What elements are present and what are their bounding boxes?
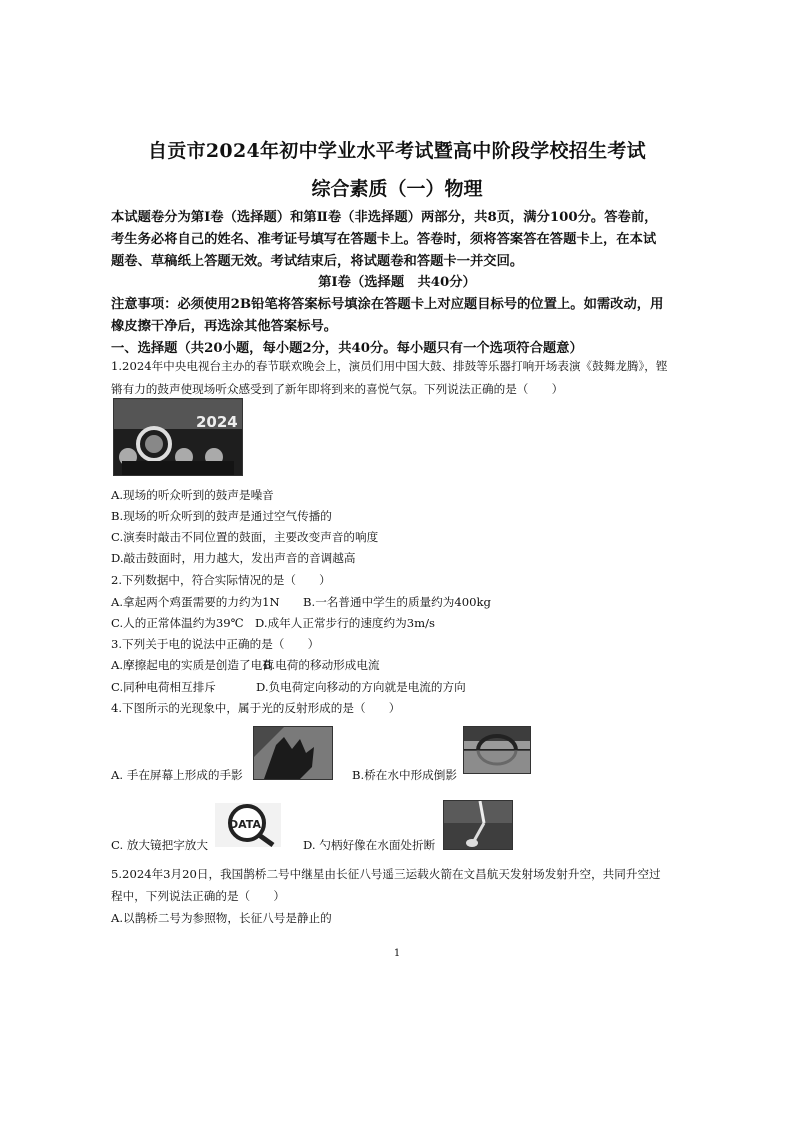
exam-title: 自贡市2024年初中学业水平考试暨高中阶段学校招生考试 — [148, 140, 646, 162]
q1-stem-line-2: 锵有力的鼓声使现场听众感受到了新年即将到来的喜悦气氛。下列说法正确的是（ ） — [111, 382, 564, 396]
q5-stem-line-2: 程中，下列说法正确的是（ ） — [111, 889, 285, 903]
q3-option-b: B.电荷的移动形成电流 — [263, 658, 380, 672]
q1-option-b: B.现场的听众听到的鼓声是通过空气传播的 — [111, 509, 332, 523]
q1-drum-performance-image — [113, 398, 243, 476]
q5-option-a: A.以鹊桥二号为参照物，长征八号是静止的 — [111, 911, 332, 925]
q1-stem-line-1: 1.2024年中央电视台主办的春节联欢晚会上，演员们用中国大鼓、排鼓等乐器打响开场表演《鼓舞龙腾》，铿 — [111, 359, 668, 373]
notice-line-2: 橡皮擦干净后，再选涂其他答案标号。 — [111, 319, 338, 334]
q2-option-b: B.一名普通中学生的质量约为400kg — [303, 595, 491, 609]
q3-option-a: A.摩擦起电的实质是创造了电荷 — [111, 658, 274, 672]
q4-option-c: C. 放大镜把字放大 — [111, 838, 208, 852]
q4-bridge-reflection-image — [463, 726, 531, 774]
q3-option-c: C.同种电荷相互排斥 — [111, 680, 216, 694]
q4-spoon-refraction-image — [443, 800, 513, 850]
intro-line-2: 考生务必将自己的姓名、准考证号填写在答题卡上。答卷时，须将答案答在答题卡上，在本试 — [111, 232, 657, 247]
q3-stem: 3.下列关于电的说法中正确的是（ ） — [111, 637, 320, 651]
q5-stem-line-1: 5.2024年3月20日，我国鹊桥二号中继星由长征八号遥三运载火箭在文昌航天发射场发射升空，共同升空过 — [111, 867, 661, 881]
q2-stem: 2.下列数据中，符合实际情况的是（ ） — [111, 573, 331, 587]
q1-option-d: D.敲击鼓面时，用力越大，发出声音的音调越高 — [111, 551, 356, 565]
q2-option-c: C.人的正常体温约为39℃ — [111, 616, 244, 630]
q4-stem: 4.下图所示的光现象中，属于光的反射形成的是（ ） — [111, 701, 401, 715]
intro-line-3: 题卷、草稿纸上答题无效。考试结束后，将试题卷和答题卡一并交回。 — [111, 254, 524, 269]
intro-line-1: 本试题卷分为第Ⅰ卷（选择题）和第Ⅱ卷（非选择题）两部分，共8页，满分100分。答卷前， — [111, 210, 658, 225]
q3-option-d: D.负电荷定向移动的方向就是电流的方向 — [256, 680, 466, 694]
section-1-heading: 一、选择题（共20小题，每小题2分，共40分。每小题只有一个选项符合题意） — [111, 341, 583, 356]
q4-hand-shadow-image — [253, 726, 333, 780]
exam-subtitle: 综合素质（一）物理 — [311, 178, 483, 200]
q4-option-a: A. 手在屏幕上形成的手影 — [111, 768, 243, 782]
q2-option-d: D.成年人正常步行的速度约为3m/s — [255, 616, 435, 630]
q1-option-c: C.演奏时敲击不同位置的鼓面，主要改变声音的响度 — [111, 530, 379, 544]
page-number: 1 — [393, 948, 401, 959]
q4-option-d: D. 勺柄好像在水面处折断 — [303, 838, 436, 852]
notice-line-1: 注意事项：必须使用2B铅笔将答案标号填涂在答题卡上对应题目标号的位置上。如需改动，用 — [111, 297, 664, 312]
q1-option-a: A.现场的听众听到的鼓声是噪音 — [111, 488, 274, 502]
q2-option-a: A.拿起两个鸡蛋需要的力约为1N — [111, 595, 280, 609]
magnifier-label: DATA — [229, 818, 261, 831]
part1-title: 第Ⅰ卷（选择题 共40分） — [318, 275, 476, 290]
q4-magnifier-image — [215, 803, 281, 847]
q4-option-b: B.桥在水中形成倒影 — [352, 768, 457, 782]
q1-image-year: 2024 — [196, 413, 238, 431]
